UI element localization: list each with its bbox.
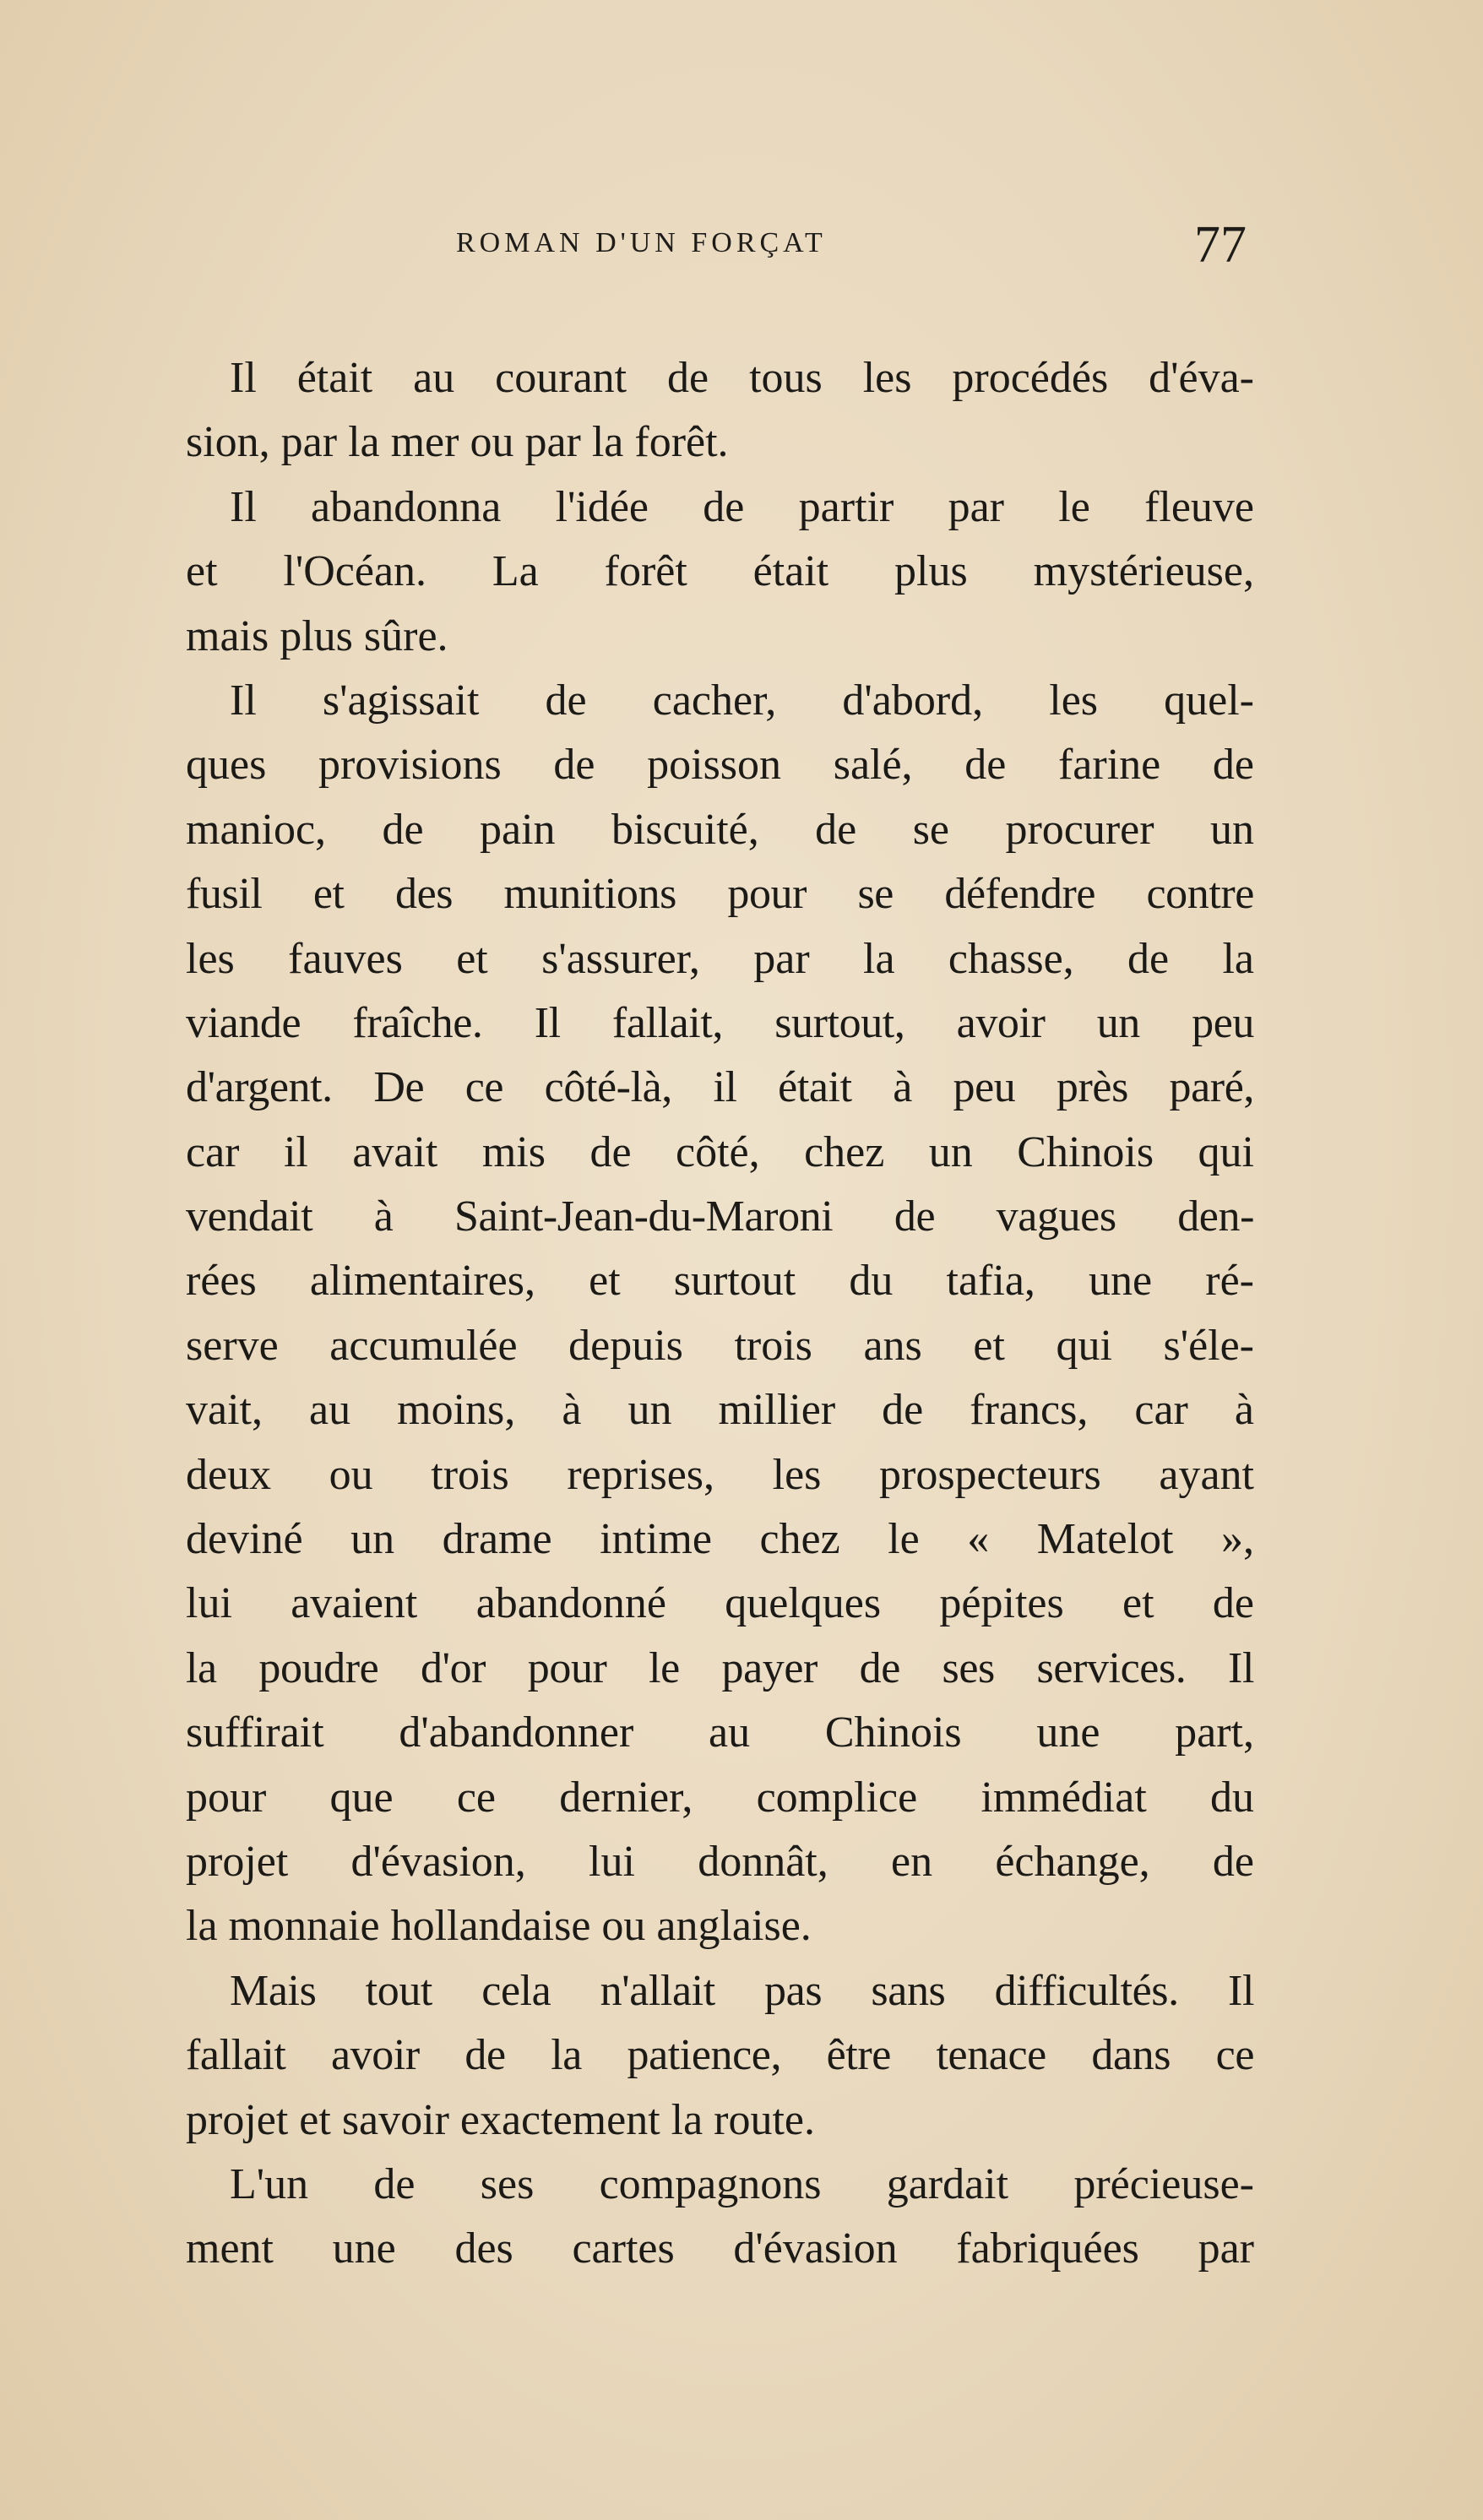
text-line: Il s'agissait de cacher, d'abord, les quel- xyxy=(230,676,1254,725)
body-text xyxy=(186,346,1254,2282)
text-line: projet d'évasion, lui donnât, en échange, de xyxy=(186,1837,1254,1886)
text-line: lui avaient abandonné quelques pépites et de xyxy=(186,1579,1254,1628)
text-line: Il abandonna l'idée de partir par le fleuve xyxy=(230,482,1254,531)
text-line: L'un de ses compagnons gardait précieuse- xyxy=(230,2159,1254,2208)
text-line: d'argent. De ce côté-là, il était à peu près paré, xyxy=(186,1063,1254,1112)
text-line: la monnaie hollandaise ou anglaise. xyxy=(186,1902,812,1951)
page-number: 77 xyxy=(1194,216,1247,274)
text-line: fallait avoir de la patience, être tenace dans ce xyxy=(186,2031,1254,2080)
text-line: manioc, de pain biscuité, de se procurer un xyxy=(186,805,1254,854)
text-line: serve accumulée depuis trois ans et qui s'éle- xyxy=(186,1321,1254,1370)
text-line: mais plus sûre. xyxy=(186,611,448,660)
text-line: fusil et des munitions pour se défendre contre xyxy=(186,870,1254,919)
text-line: ment une des cartes d'évasion fabriquées par xyxy=(186,2224,1254,2273)
text-line: deviné un drame intime chez le « Matelot », xyxy=(186,1515,1254,1564)
running-title: ROMAN D'UN FORÇAT xyxy=(456,227,827,258)
text-line: Il était au courant de tous les procédés d'éva- xyxy=(230,354,1254,402)
text-line: ques provisions de poisson salé, de farine de xyxy=(186,741,1254,790)
text-line: viande fraîche. Il fallait, surtout, avoir un peu xyxy=(186,998,1254,1047)
text-line: et l'Océan. La forêt était plus mystérieuse, xyxy=(186,547,1254,596)
text-line: les fauves et s'assurer, par la chasse, de la xyxy=(186,934,1254,983)
text-line: vait, au moins, à un millier de francs, car à xyxy=(186,1386,1254,1435)
text-line: sion, par la mer ou par la forêt. xyxy=(186,418,729,467)
text-line: vendait à Saint-Jean-du-Maroni de vagues den- xyxy=(186,1192,1254,1241)
text-line: projet et savoir exactement la route. xyxy=(186,2095,816,2144)
text-line: pour que ce dernier, complice immédiat du xyxy=(186,1773,1254,1822)
text-line: Mais tout cela n'allait pas sans difficultés. Il xyxy=(230,1966,1254,2015)
page-header xyxy=(0,215,1483,283)
text-line: suffirait d'abandonner au Chinois une part, xyxy=(186,1708,1254,1757)
text-line: deux ou trois reprises, les prospecteurs ayant xyxy=(186,1450,1254,1499)
text-line: car il avait mis de côté, chez un Chinois qui xyxy=(186,1127,1254,1176)
text-line: rées alimentaires, et surtout du tafia, une ré- xyxy=(186,1257,1254,1306)
text-line: la poudre d'or pour le payer de ses services. Il xyxy=(186,1643,1254,1692)
